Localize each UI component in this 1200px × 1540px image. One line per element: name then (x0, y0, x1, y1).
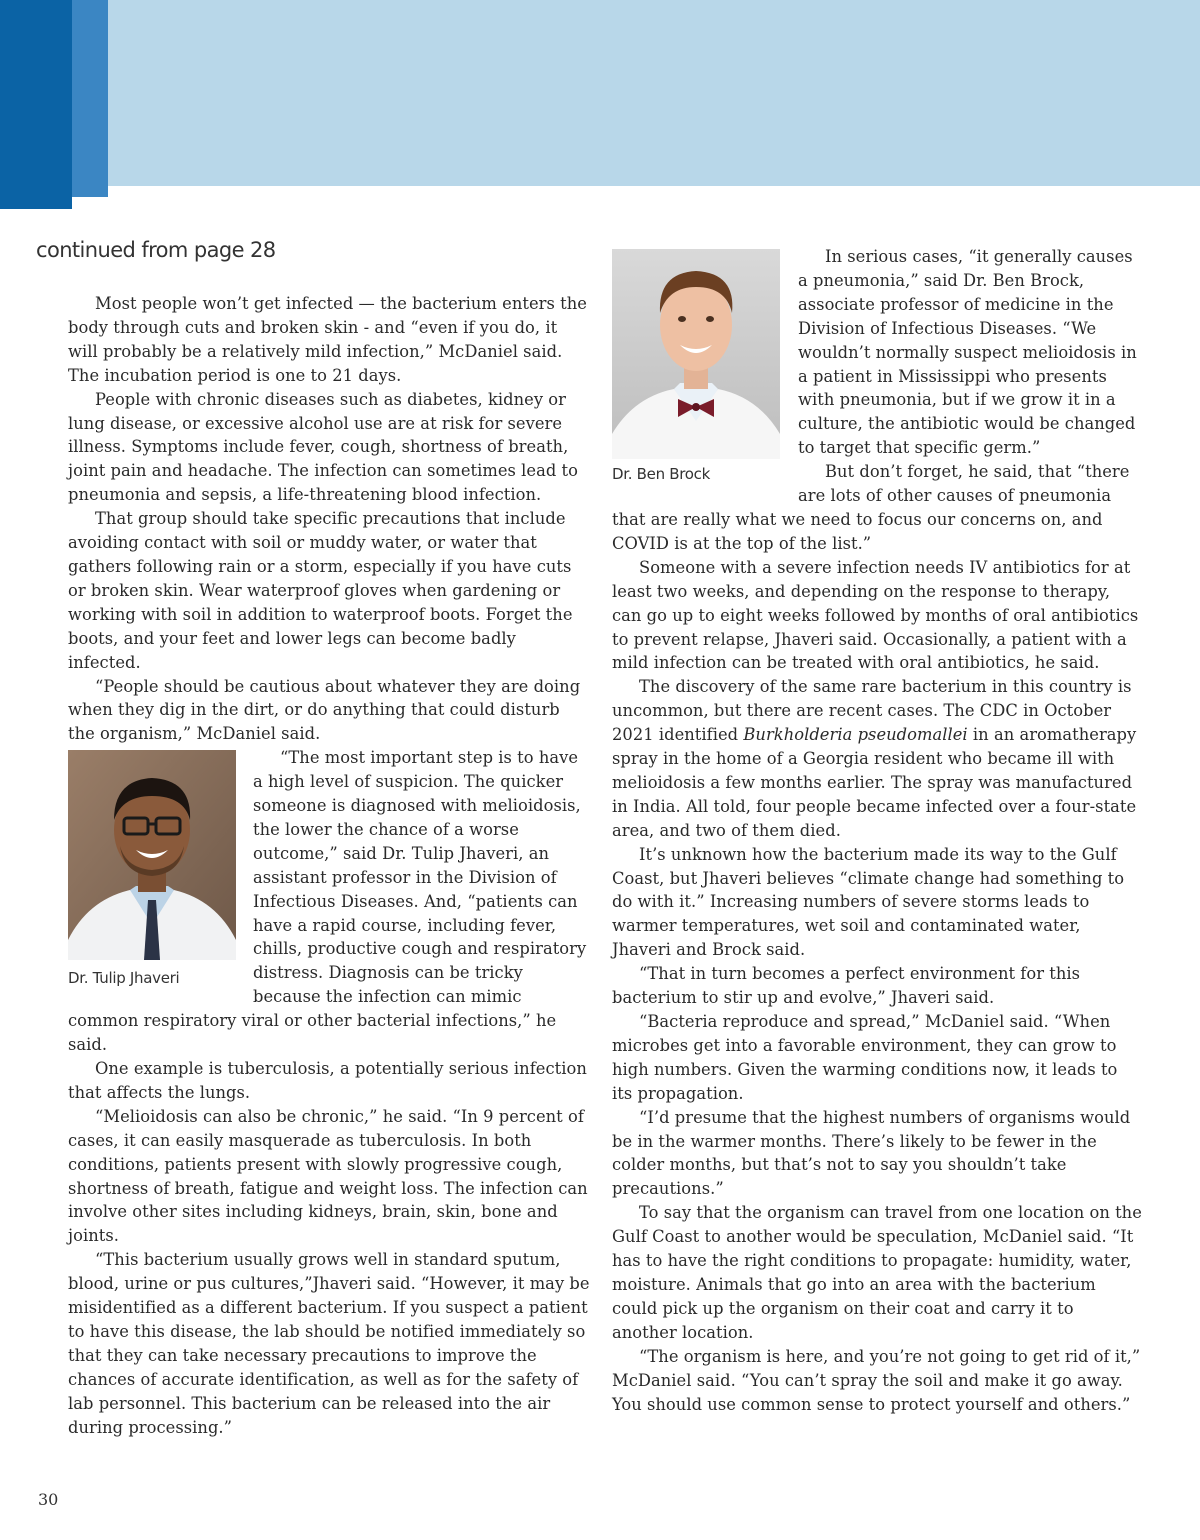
text-run: in an aromatherapy spray in the home of a Georgia resident who became ill with melioidosis a few months earlier. The spray was manufactured in India. All told, four people became infected over a four-state area, and two of them died. (612, 725, 1137, 840)
paragraph: Most people won’t get infected — the bacterium enters the body through cuts and broken skin - and “even if you do, it will probably be a relatively mild infection,” McDaniel said. The incubation period is one to 21 days. (68, 294, 587, 385)
paragraph: “I’d presume that the highest numbers of organisms would be in the warmer months. There’s likely to be fewer in the colder months, but that’s not to say you shouldn’t take precautions.” (612, 1107, 1131, 1199)
paragraph: That group should take specific precautions that include avoiding contact with soil or muddy water, or water that gathers following rain or a storm, especially if you have cuts or broken skin. Wear waterproof gloves when gardening or working with soil in addition to waterproof boots. Forget the boots, and your feet and lower legs can become badly infected. (68, 509, 573, 672)
paragraph: People with chronic diseases such as diabetes, kidney or lung disease, or excessive alcohol use are at risk for severe illness. Symptoms include fever, cough, shortness of breath, joint pain and headache. The infection can sometimes lead to pneumonia and sepsis, a life-threatening blood infection. (68, 389, 578, 505)
paragraph: “The most important step is to have a high level of suspicion. The quicker someone is diagnosed with melioidosis, the lower the chance of a worse outcome,” said Dr. Tulip Jhaveri, an assistant professor in the Division of Infectious Diseases. And, “patients can have a rapid course, including fever, chills, productive cough and respiratory distress. Diagnosis can be tricky because the infection can mimic common respiratory viral or other bacterial infections,” he said. (68, 748, 587, 1055)
photo-figure-brock (612, 249, 792, 487)
portrait-photo-jhaveri (68, 750, 236, 960)
page-number: 30 (38, 1490, 59, 1509)
article-column-right (612, 245, 1142, 1416)
photo-caption: Dr. Ben Brock (612, 465, 711, 483)
portrait-photo-brock (612, 249, 780, 459)
continued-label: continued from page 28 (36, 238, 276, 262)
paragraph: “This bacterium usually grows well in standard sputum, blood, urine or pus cultures,”Jhaveri said. “However, it may be misidentified as a different bacterium. If you suspect a patient to have this disease, the lab should be notified immediately so that they can take necessary precautions to improve the chances of accurate identification, as well as for the safety of lab personnel. This bacterium can be released into the air during processing.” (68, 1250, 590, 1437)
paragraph: “That in turn becomes a perfect environment for this bacterium to stir up and evolve,” Jhaveri said. (612, 964, 1081, 1008)
accent-bar-light (72, 0, 108, 197)
paragraph: “Melioidosis can also be chronic,” he said. “In 9 percent of cases, it can easily masquerade as tuberculosis. In both conditions, patients present with slowly progressive cough, shortness of breath, fatigue and weight loss. The infection can involve other sites including kidneys, brain, skin, bone and joints. (68, 1106, 588, 1246)
header-banner (0, 0, 1200, 186)
paragraph: To say that the organism can travel from one location on the Gulf Coast to another would be speculation, McDaniel said. “It has to have the right conditions to propagate: humidity, water, moisture. Animals that go into an area with the bacterium could pick up the organism on their coat and carry it to another location. (612, 1203, 1142, 1342)
accent-bar-dark (0, 0, 72, 209)
paragraph: It’s unknown how the bacterium made its way to the Gulf Coast, but Jhaveri believes “climate change had something to do with it.” Increasing numbers of severe storms leads to warmer temperatures, wet soil and contaminated water, Jhaveri and Brock said. (612, 844, 1125, 960)
paragraph: “People should be cautious about whatever they are doing when they dig in the dirt, or do anything that could disturb the organism,” McDaniel said. (68, 676, 581, 744)
paragraph: Someone with a severe infection needs IV antibiotics for at least two weeks, and depending on the response to therapy, can go up to eight weeks followed by months of oral antibiotics to prevent relapse, Jhaveri said. Occasionally, a patient with a mild infection can be treated with oral antibiotics, he said. (612, 557, 1139, 673)
paragraph: In serious cases, “it generally causes a pneumonia,” said Dr. Ben Brock, associate professor of medicine in the Division of Infectious Diseases. “We wouldn’t normally suspect melioidosis in a patient in Mississippi who presents with pneumonia, but if we grow it in a culture, the antibiotic would be changed to target that specific germ.” (798, 247, 1137, 458)
paragraph-cdc (612, 675, 1142, 842)
text-run: The discovery of the same rare bacterium in this country is uncommon, but there are recent cases. The CDC in October 2021 identified (612, 677, 1132, 745)
paragraph: “Bacteria reproduce and spread,” McDaniel said. “When microbes get into a favorable environment, they can grow to high numbers. Given the warming conditions now, it leads to its propagation. (612, 1012, 1118, 1103)
paragraph: One example is tuberculosis, a potentially serious infection that affects the lungs. (68, 1059, 587, 1102)
photo-figure-jhaveri (68, 750, 250, 991)
photo-caption: Dr. Tulip Jhaveri (68, 969, 180, 988)
article-column-left (68, 292, 590, 1440)
species-name: Burkholderia pseudomallei (743, 725, 968, 745)
paragraph: “The organism is here, and you’re not going to get rid of it,” McDaniel said. “You can’t spray the soil and make it go away. You should use common sense to protect yourself and others.” (612, 1346, 1141, 1414)
paragraph: But don’t forget, he said, that “there are lots of other causes of pneumonia that are really what we need to focus our concerns on, and COVID is at the top of the list.” (612, 462, 1130, 553)
